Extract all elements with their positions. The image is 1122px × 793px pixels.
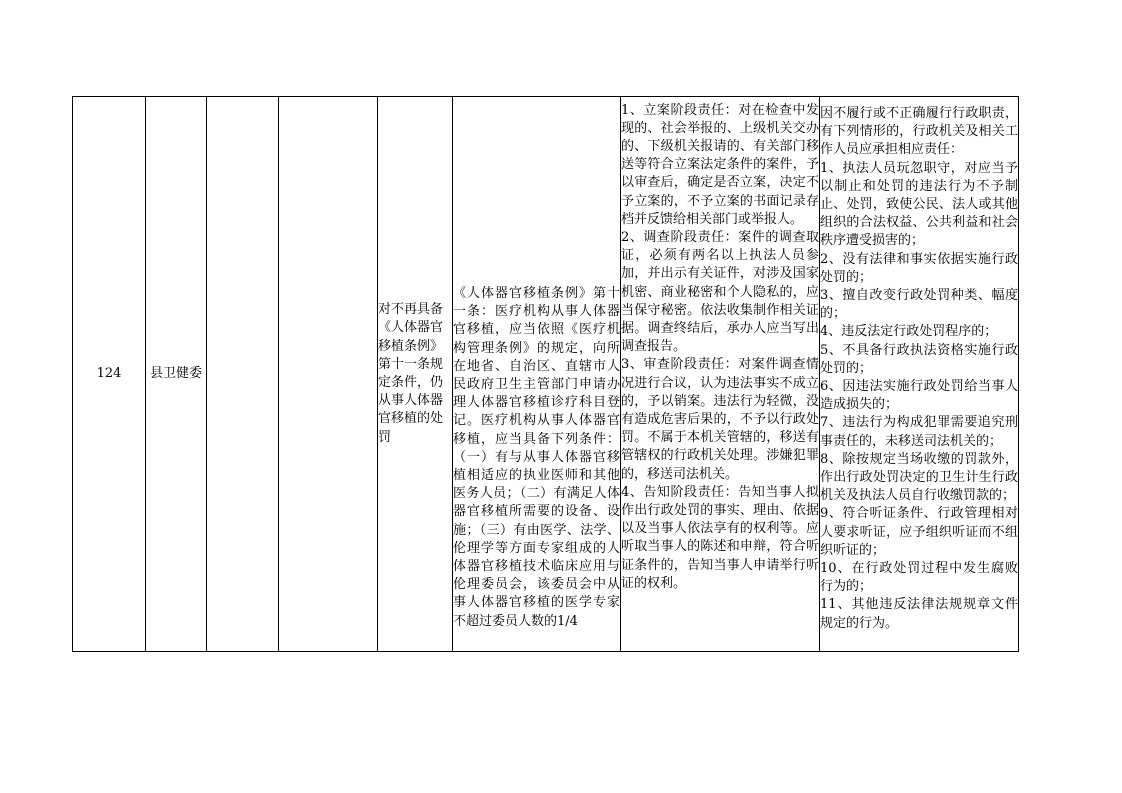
liability-paragraph: 6、因违法实施行政处罚给当事人造成损失的； [820, 379, 1018, 413]
duties-list [621, 101, 819, 648]
liability-paragraph: 7、违法行为构成犯罪需要追究刑事责任的，未移送司法机关的； [820, 415, 1018, 449]
duty-paragraph: 4、告知阶段责任：告知当事人拟作出行政处罚的事实、理由、依据以及当事人依法享有的权利等。应听取当事人的陈述和申辩，符合听证条件的，告知当事人申请举行听证的权利。 [621, 484, 819, 591]
liability-paragraph: 3、擅自改变行政处罚种类、幅度的； [820, 288, 1018, 322]
liability-cell [820, 97, 1019, 652]
duty-paragraph: 2、调查阶段责任：案件的调查取证，必须有两名以上执法人员参加，并出示有关证件，对涉及国家机密、商业秘密和个人隐私的，应当保守秘密。依法收集制作相关证据。调查终结后，承办人应当写出调查报告。 [621, 229, 819, 355]
liability-paragraph: 10、在行政处罚过程中发生腐败行为的； [820, 561, 1018, 595]
duty-table [72, 96, 1019, 652]
liability-paragraph: 1、执法人员玩忽职守，对应当予以制止和处罚的违法行为不予制止、处罚，致使公民、法人或其他组织的合法权益、公共利益和社会秩序遭受损害的； [820, 160, 1018, 249]
liability-paragraph: 8、除按规定当场收缴的罚款外，作出行政处罚决定的卫生计生行政机关及执法人员自行收缴罚款的； [820, 451, 1018, 504]
liability-paragraph: 5、不具备行政执法资格实施行政处罚的； [820, 342, 1018, 376]
item-name: 对不再具备《人体器官移植条例》第十一条规定条件，仍从事人体器官移植的处罚 [378, 302, 444, 445]
department-cell [146, 97, 207, 652]
liability-paragraph: 2、没有法律和事实依据实施行政处罚的； [820, 251, 1018, 285]
department-name: 县卫健委 [149, 365, 202, 381]
table-row [73, 97, 1019, 652]
liability-paragraph: 因不履行或不正确履行行政职责，有下列情形的，行政机关及相关工作人员应承担相应责任： [820, 106, 1018, 158]
liability-list [820, 97, 1018, 651]
row-number-cell [73, 97, 146, 652]
empty-cell-1 [207, 97, 279, 652]
legal-basis-cell [453, 97, 621, 652]
liability-paragraph: 11、其他违反法律法规规章文件规定的行为。 [820, 597, 1018, 631]
empty-cell-2 [279, 97, 378, 652]
row-number: 124 [96, 365, 122, 381]
duties-cell [621, 97, 820, 652]
item-name-cell [378, 97, 453, 652]
liability-paragraph: 9、符合听证条件、行政管理相对人要求听证，应予组织听证而不组织听证的； [820, 506, 1018, 558]
duty-paragraph: 3、审查阶段责任：对案件调查情况进行合议，认为违法事实不成立的，予以销案。违法行为轻微，没有造成危害后果的，不予以行政处罚。不属于本机关管辖的，移送有管辖权的行政机关处理。涉嫌犯罪的，移送司法机关。 [621, 357, 819, 482]
liability-paragraph: 4、违反法定行政处罚程序的； [820, 324, 998, 340]
duty-paragraph: 1、立案阶段责任：对在检查中发现的、社会举报的、上级机关交办的、下级机关报请的、有关部门移送等符合立案法定条件的案件，予以审查后，确定是否立案，决定不予立案的，不予立案的书面记录存档并反馈给相关部门或举报人。 [621, 102, 819, 227]
legal-basis-text: 《人体器官移植条例》第十一条：医疗机构从事人体器官移植，应当依照《医疗机构管理条例》的规定，向所在地省、自治区、直辖市人民政府卫生主管部门申请办理人体器官移植诊疗科目登记。医疗机构从事人体器官移植，应当具备下列条件：（一）有与从事人体器官移植相适应的执业医师和其他医务人员；（二）有满足人体器官移植所需要的设备、设施；（三）有由医学、法学、伦理学等方面专家组成的人体器官移植技术临床应用与伦理委员会，该委员会中从事人体器官移植的医学专家不超过委员人数的1/4 [453, 286, 620, 629]
